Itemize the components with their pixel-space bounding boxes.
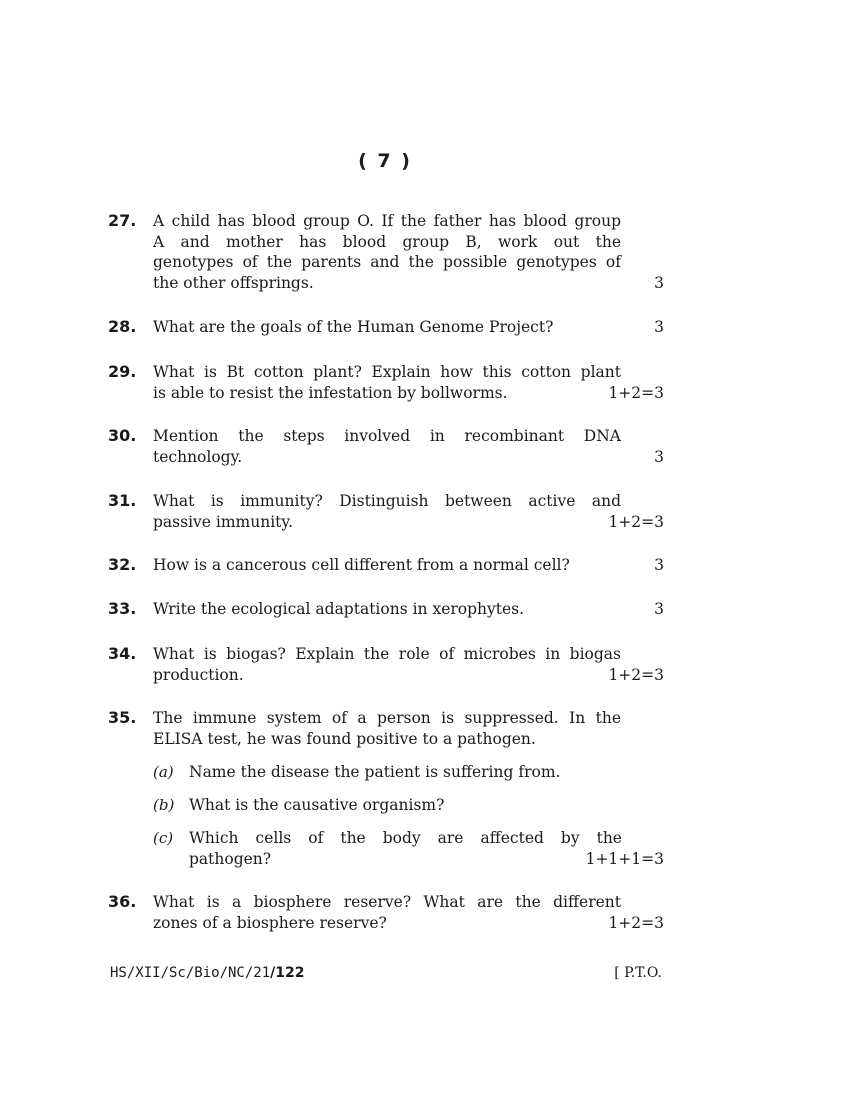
subpart-b bbox=[153, 795, 664, 816]
question-marks: 3 bbox=[654, 600, 664, 618]
question-text-line: What is Bt cotton plant? Explain how this cotton plant bbox=[153, 363, 621, 381]
subpart-label: (c) bbox=[153, 829, 174, 847]
question-31 bbox=[108, 491, 664, 532]
pto-label: [ P.T.O. bbox=[614, 965, 662, 981]
question-number: 33. bbox=[108, 599, 137, 618]
question-text-line: How is a cancerous cell different from a normal cell? bbox=[153, 556, 570, 574]
question-number: 32. bbox=[108, 555, 137, 574]
question-number: 30. bbox=[108, 426, 137, 445]
question-text-line: zones of a biosphere reserve? bbox=[153, 913, 387, 932]
question-text-line: A and mother has blood group B, work out the bbox=[153, 232, 621, 251]
question-34 bbox=[108, 644, 664, 685]
question-text-line: What is biogas? Explain the role of microbes in biogas bbox=[153, 645, 621, 663]
question-35 bbox=[108, 708, 664, 749]
paper-code: HS/XII/Sc/Bio/NC/21/122 bbox=[110, 965, 305, 981]
paper-code-text: HS/XII/Sc/Bio/NC/21 bbox=[110, 965, 271, 981]
question-text-line: genotypes of the parents and the possible genotypes of bbox=[153, 253, 621, 272]
question-marks: 3 bbox=[654, 556, 664, 574]
question-text-line: Write the ecological adaptations in xerophytes. bbox=[153, 600, 525, 618]
subpart-label: (a) bbox=[153, 763, 174, 781]
question-marks: 3 bbox=[654, 447, 664, 466]
page-number: ( 7 ) bbox=[358, 150, 412, 172]
subpart-text-line: Which cells of the body are affected by the bbox=[189, 829, 622, 847]
question-33 bbox=[108, 599, 664, 620]
question-36 bbox=[108, 892, 664, 933]
question-text-line: the other offsprings. bbox=[153, 273, 314, 292]
question-text-line: ELISA test, he was found positive to a pathogen. bbox=[153, 729, 536, 748]
question-text-line: What are the goals of the Human Genome Project? bbox=[153, 318, 554, 336]
question-29 bbox=[108, 362, 664, 403]
question-marks: 1+2=3 bbox=[608, 383, 664, 402]
paper-code-number: 122 bbox=[275, 965, 305, 981]
question-text-line: What is a biosphere reserve? What are the different bbox=[153, 893, 621, 911]
question-32 bbox=[108, 555, 664, 576]
subpart-marks: 1+1+1=3 bbox=[585, 849, 664, 868]
question-text-line: production. bbox=[153, 665, 244, 684]
question-28 bbox=[108, 317, 664, 338]
question-number: 31. bbox=[108, 491, 137, 510]
question-text-line: is able to resist the infestation by bollworms. bbox=[153, 383, 508, 402]
subpart-text-line: Name the disease the patient is suffering from. bbox=[189, 763, 561, 781]
question-marks: 3 bbox=[654, 318, 664, 336]
question-number: 27. bbox=[108, 211, 137, 230]
subpart-a bbox=[153, 762, 664, 783]
question-text-line: technology. bbox=[153, 447, 243, 466]
question-number: 34. bbox=[108, 644, 137, 663]
question-number: 28. bbox=[108, 317, 137, 336]
question-text-line: The immune system of a person is suppressed. In the bbox=[153, 709, 621, 727]
question-text-line: Mention the steps involved in recombinant DNA bbox=[153, 427, 621, 445]
question-text-line: What is immunity? Distinguish between active and bbox=[153, 492, 621, 510]
subpart-text-line: What is the causative organism? bbox=[189, 796, 445, 814]
question-marks: 1+2=3 bbox=[608, 512, 664, 531]
question-number: 35. bbox=[108, 708, 137, 727]
question-27 bbox=[108, 211, 664, 293]
subpart-c bbox=[153, 828, 664, 869]
question-text-line: passive immunity. bbox=[153, 512, 294, 531]
subpart-label: (b) bbox=[153, 796, 175, 814]
question-text-line: A child has blood group O. If the father has blood group bbox=[153, 212, 621, 230]
question-marks: 1+2=3 bbox=[608, 913, 664, 932]
question-number: 29. bbox=[108, 362, 137, 381]
question-number: 36. bbox=[108, 892, 137, 911]
question-marks: 3 bbox=[654, 273, 664, 292]
question-30 bbox=[108, 426, 664, 467]
subpart-text-line: pathogen? bbox=[189, 849, 272, 868]
question-marks: 1+2=3 bbox=[608, 665, 664, 684]
